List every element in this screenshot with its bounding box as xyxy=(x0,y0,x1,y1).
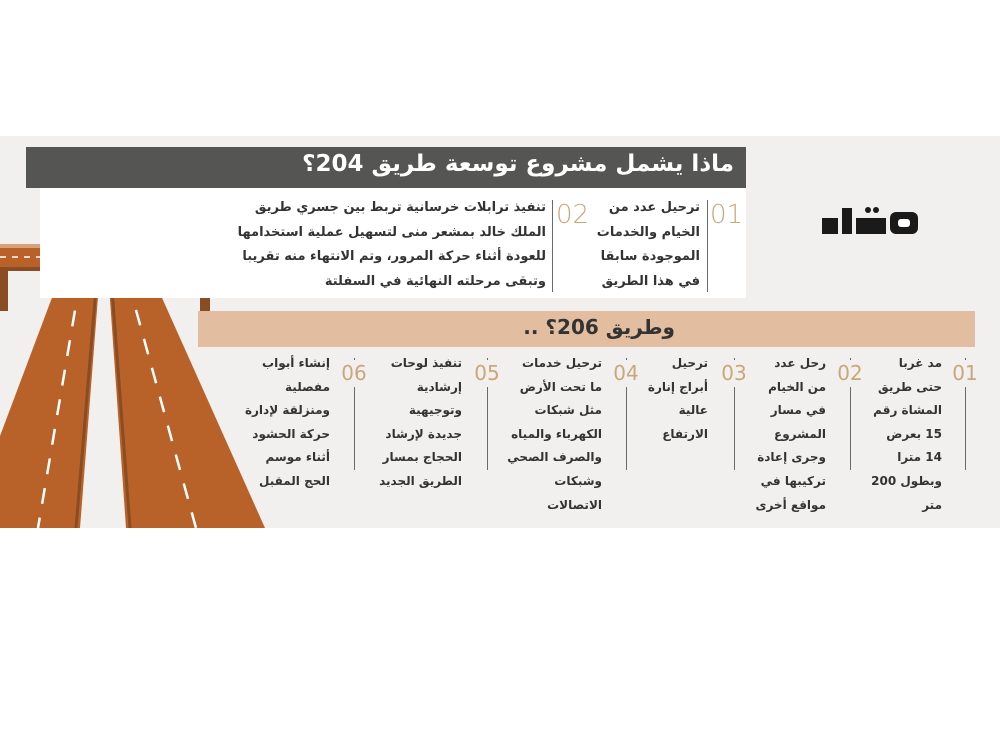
subtitle-bar xyxy=(198,311,975,347)
infographic-panel xyxy=(0,136,1000,528)
divider xyxy=(707,200,708,292)
road-206-item-02-text: رحل عدد من الخيام في مسار المشروع وجرى إعادة تركيبها في مواقع أخرى xyxy=(755,356,826,512)
road-206-item-05-number: 05 xyxy=(474,361,500,385)
road-206-item-05-text: تنفيذ لوحات إرشادية وتوجيهية جديدة لإرشاد الحجاج بمسار الطريق الجديد xyxy=(379,356,462,488)
road-204-item-02-text: تنفيذ ترابلات خرسانية تربط بين جسري طريق الملك خالد بمشعر منى لتسهيل عملية استخدامها للعودة أثناء حركة المرور، وتم الانتهاء منه تقريبا وتبقى مرحلته النهائية في السفلتة xyxy=(237,200,546,289)
road-206-item-03-text: ترحيل أبراج إنارة عالية الارتفاع xyxy=(647,356,708,441)
divider xyxy=(552,200,553,292)
road-204-item-01-text: ترحيل عدد من الخيام والخدمات الموجودة سابقا في هذا الطريق xyxy=(596,200,700,289)
road-206-item-06-number: 06 xyxy=(341,361,367,385)
subtitle: وطريق 206؟ .. xyxy=(523,315,675,339)
road-206-item-04-number: 04 xyxy=(613,361,639,385)
road-206-item-02-number: 02 xyxy=(837,361,863,385)
road-206-item-04-text: ترحيل خدمات ما تحت الأرض مثل شبكات الكهرباء والمياه والصرف الصحي وشبكات الاتصالات xyxy=(507,356,602,512)
title-bar xyxy=(26,147,746,188)
left-carriageway xyxy=(0,271,100,528)
page-title: ماذا يشمل مشروع توسعة طريق 204؟ xyxy=(302,151,734,177)
road-206-item-01-number: 01 xyxy=(952,361,978,385)
road-206-item-01-text: مد غربا حتى طريق المشاة رقم 15 بعرض 14 مترا وبطول 200 متر xyxy=(871,356,942,512)
okaz-makkah-logo xyxy=(818,194,930,250)
road-206-item-03-number: 03 xyxy=(721,361,747,385)
road-206-item-06-text: إنشاء أبواب مفصلية ومنزلقة لإدارة حركة الحشود أثناء موسم الحج المقبل xyxy=(244,356,330,488)
road-204-item-02-number: 02 xyxy=(556,200,590,230)
road-204-item-01-number: 01 xyxy=(710,200,744,230)
